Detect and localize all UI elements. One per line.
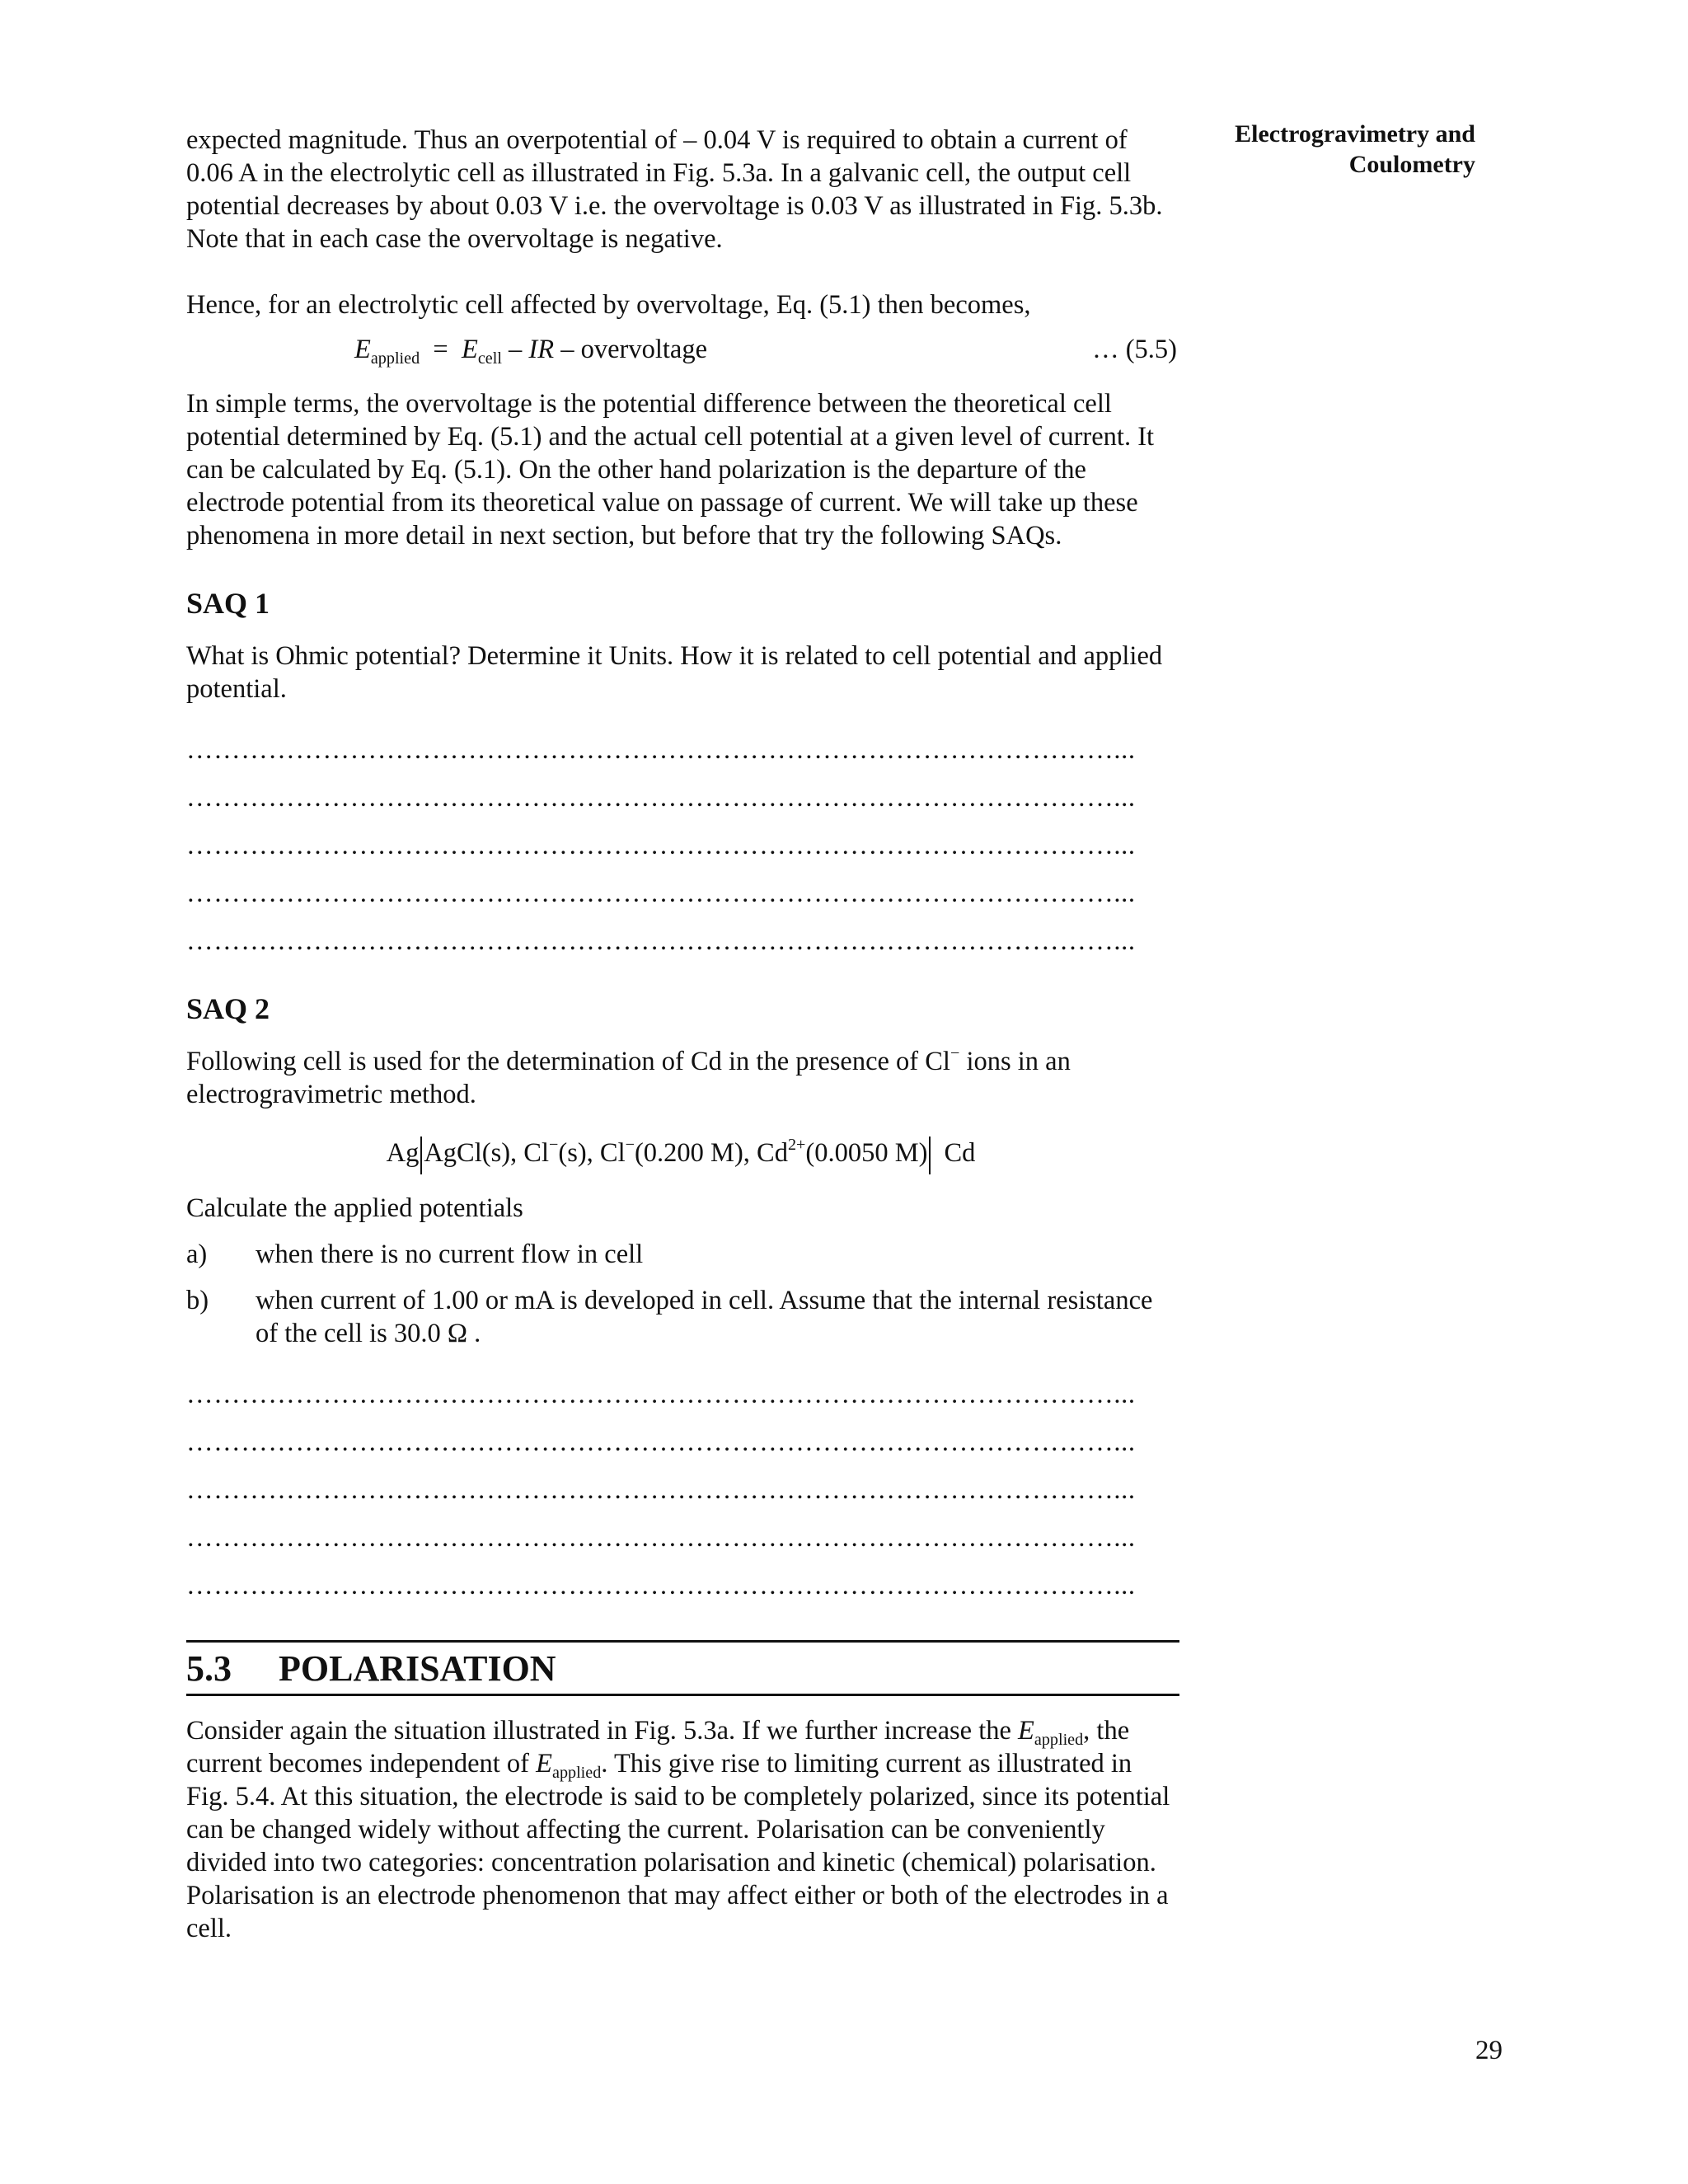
saq2-item-b: b) when current of 1.00 or mA is developed in cell. Assume that the internal resistance of the cell is 30.0 Ω . [186,1286,1153,1348]
saq2-item-a: a) when there is no current flow in cell [186,1240,644,1269]
paragraph-polarisation: Consider again the situation illustrated in Fig. 5.3a. If we further increase the $E_{applied}$, the current becomes independent of $E_{applied}$. This give rise to limiting current as illustrated in Fig. 5.4. At this situation, the electrode is said to be completely polarized, since its potential can be changed widely without affecting the current. Polarisation can be conveniently divided into two categories: concentration polarisation and kinetic (chemical) polarisation. Polarisation is an electrode phenomenon that may affect either or both of the electrodes in a cell. [186,1716,1170,1943]
phase-boundary-1 [420,1137,422,1174]
running-title-line2: Coulometry [1348,151,1475,178]
phase-boundary-2 [929,1137,931,1174]
main-column [186,124,1175,1945]
saq1-answer-line-1: …………………………………………………………………………………………... [186,735,1136,765]
saq1-question: What is Ohmic potential? Determine it Units. How it is related to cell potential and applied potential. [186,641,1163,704]
equation-number: … (5.5) [1092,335,1177,364]
equation-expression: $E_{applied} = E_{cell}$ – IR – overvoltage [354,335,708,368]
section-heading [186,1640,1179,1696]
paragraph-simple-terms: In simple terms, the overvoltage is the potential difference between the theoretical cell potential determined by Eq. (5.1) and the actual cell potential at a given level of current. It can be calculated by Eq. (5.1). On the other hand polarization is the departure of the electrode potential from its theoretical value on passage of current. We will take up these phenomena in more detail in next section, but before that try the following SAQs. [186,389,1155,551]
equation-5-5 [186,333,1175,369]
saq2-items [186,1238,1175,1350]
section-number: 5.3 [186,1648,232,1689]
running-title-line1: Electrogravimetry and [1235,120,1475,148]
saq2-calculate: Calculate the applied potentials [186,1193,523,1223]
saq2-answer-line-4: …………………………………………………………………………………………... [186,1523,1136,1553]
running-title [1187,119,1475,180]
saq2-answer-line-5: …………………………………………………………………………………………... [186,1571,1136,1601]
cell-notation: Ag AgCl(s), Cl−(s), Cl−(0.200 M), $Cd^{2+}(0.0050$ M) Cd [186,1132,1175,1174]
saq1-answer-line-4: …………………………………………………………………………………………... [186,879,1136,908]
page-number: 29 [1475,2036,1503,2065]
paragraph-overpotential: expected magnitude. Thus an overpotential of – 0.04 V is required to obtain a current of 0.06 A in the electrolytic cell as illustrated in Fig. 5.3a. In a galvanic cell, the output cell potential decreases by about 0.03 V i.e. the overvoltage is 0.03 V as illustrated in Fig. 5.3b. Note that in each case the overvoltage is negative. [186,125,1163,254]
paragraph-hence: Hence, for an electrolytic cell affected by overvoltage, Eq. (5.1) then becomes, [186,290,1031,320]
saq1-heading: SAQ 1 [186,587,270,620]
saq1-answer-line-5: …………………………………………………………………………………………... [186,926,1136,956]
saq1-answer-line-3: …………………………………………………………………………………………... [186,831,1136,860]
saq2-answer-line-1: …………………………………………………………………………………………... [186,1380,1136,1409]
saq2-intro: Following cell is used for the determination of Cd in the presence of Cl− ions in an electrogravimetric method. [186,1043,1071,1109]
section-title: POLARISATION [279,1648,556,1689]
saq1-answer-line-2: …………………………………………………………………………………………... [186,783,1136,813]
saq2-answer-line-2: …………………………………………………………………………………………... [186,1427,1136,1457]
saq2-answer-line-3: …………………………………………………………………………………………... [186,1475,1136,1505]
saq2-heading: SAQ 2 [186,992,270,1025]
